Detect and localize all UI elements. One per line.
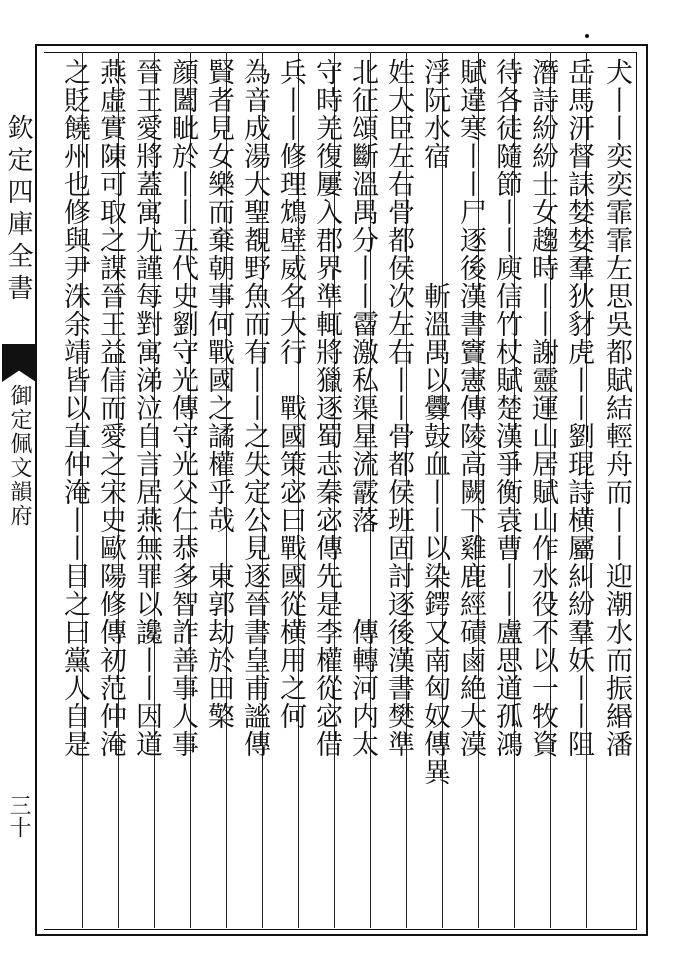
print-speck — [585, 34, 589, 38]
text-column: 兵丨丨修理鴆壁威名大行 戰國策宓曰戰國從横用之何 — [275, 58, 306, 730]
text-column: 之貶饒州也修與尹洙余靖皆以直仲淹丨丨目之曰黨人自是 — [59, 58, 90, 758]
text-column: 顔闔眦於丨丨五代史劉守光傳守光父仁恭多智詐善事人事 — [167, 58, 198, 758]
text-column: 晉王愛將蓋寓尤謹每對寓涕泣自言居燕無罪以讒丨丨因道 — [131, 58, 162, 758]
text-column: 守時羌復屢入郡界準輒將獵逐蜀志秦宓傳先是李權從宓借 — [311, 58, 342, 758]
text-column: 潛詩紛紛士女趨時丨丨謝靈運山居賦山作水役不以一牧資 — [527, 58, 558, 758]
text-column: 姓大臣左右骨都侯次左右丨丨骨都侯班固討逐後漢書樊準 — [383, 58, 414, 758]
page-number: 三十 — [6, 794, 31, 838]
text-column: 燕虛實陳可取之謀晉王益信而愛之宋史歐陽修傳初范仲淹 — [95, 58, 126, 758]
text-column: 賦違寒丨丨尸逐後漢書竇憲傳陵高闕下雞鹿經磧鹵絶大漠 — [455, 58, 486, 758]
text-column: 北征頌斷溫禺分丨丨霤激私渠星流霰落 傳轉河内太 — [347, 58, 378, 758]
text-column: 待各徒隨節丨丨庾信竹杖賦楚漢爭衡袁曹丨丨盧思道孤鴻 — [491, 58, 522, 758]
volume-title: 御定佩文韻府 — [7, 384, 32, 528]
book-title: 欽定四庫全書 — [3, 114, 33, 306]
text-column: 為音成湯大聖覩野魚而有丨丨之失定公見逐晉書皇甫謐傳 — [239, 58, 270, 758]
text-column: 犬丨丨奕奕霏霏左思吳都賦結輕舟而丨丨迎潮水而振緡潘 — [601, 58, 632, 758]
fish-tail-mark — [2, 344, 36, 382]
text-column: 岳馬汧督誄婪婪羣狄豺虎丨丨劉琨詩横屬糾紛羣妖丨丨阻 — [563, 58, 594, 758]
margin-strip — [0, 44, 37, 936]
text-column: 賢者見女樂而棄朝事何戰國之譎權乎哉 東郭劫於田檠 — [203, 58, 234, 730]
text-column: 浮阮水宿 斬溫禺以釁鼓血丨丨以染鍔又南匈奴傳異 — [419, 58, 450, 786]
